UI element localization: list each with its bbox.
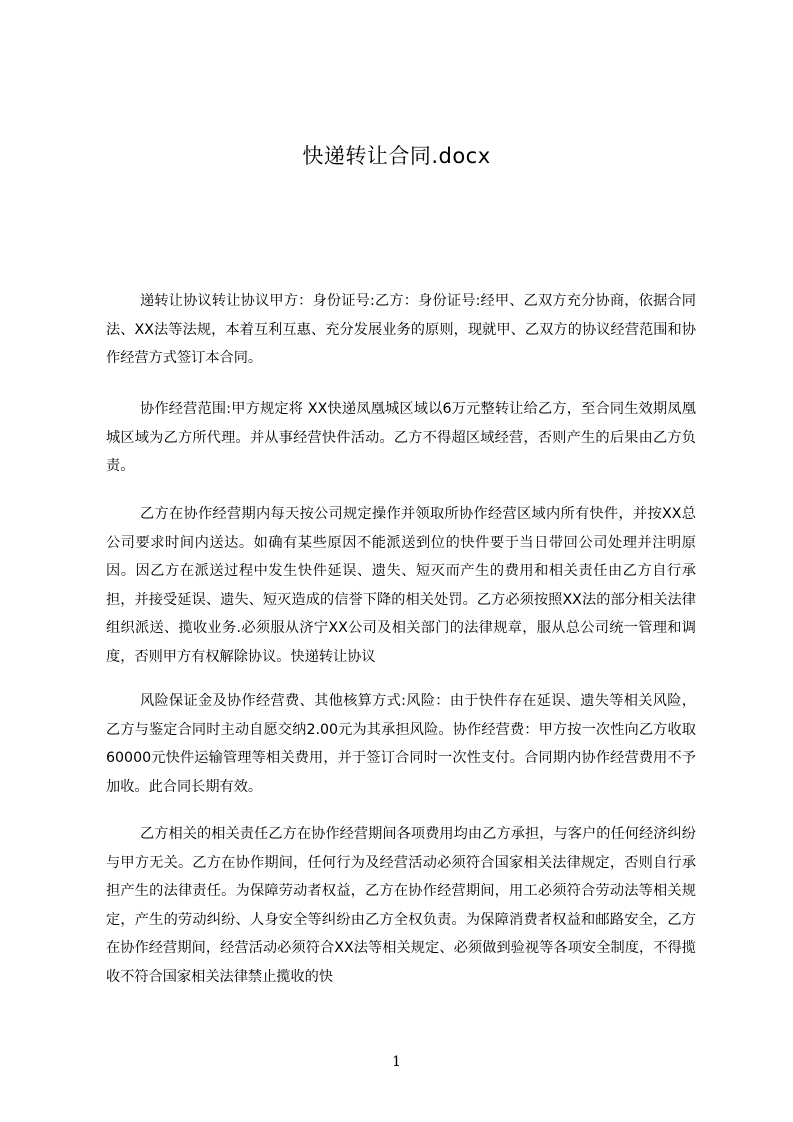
paragraph-parties: 递转让协议转让协议甲方：身份证号:乙方：身份证号:经甲、乙双方充分协商，依据合同法、XX法等法规，本着互利互惠、充分发展业务的原则，现就甲、乙双方的协议经营范围和协作经营方式签订本合同。 — [106, 293, 696, 366]
page-number: 1 — [392, 1054, 401, 1070]
paragraph-business-scope: 协作经营范围:甲方规定将 XX快递凤凰城区域以6万元整转让给乙方，至合同生效期凤凰城区域为乙方所代理。并从事经营快件活动。乙方不得超区域经营，否则产生的后果由乙方负责。 — [106, 401, 696, 474]
paragraph-delivery-operations: 乙方在协作经营期内每天按公司规定操作并领取所协作经营区域内所有快件，并按XX总公司要求时间内送达。如确有某些原因不能派送到位的快件要于当日带回公司处理并注明原因。因乙方在派送过程中发生快件延误、遗失、短灭而产生的费用和相关责任由乙方自行承担，并接受延误、遗失、短灭造成的信誉下降的相关处罚。乙方必须按照XX法的部分相关法律组织派送、揽收业务.必须服从济宁XX公司及相关部门的法律规章，服从总公司统一管理和调度，否则甲方有权解除协议。快递转让协议 — [106, 506, 696, 665]
document-title: 快递转让合同.docx — [302, 144, 491, 168]
paragraph-party-b-responsibilities: 乙方相关的相关责任乙方在协作经营期间各项费用均由乙方承担，与客户的任何经济纠纷与甲方无关。乙方在协作期间，任何行为及经营活动必须符合国家相关法律规定，否则自行承担产生的法律责任。为保障劳动者权益，乙方在协作经营期间，用工必须符合劳动法等相关规定，产生的劳动纠纷、人身安全等纠纷由乙方全权负责。为保障消费者权益和邮路安全，乙方在协作经营期间，经营活动必须符合XX法等相关规定、必须做到验视等各项安全制度，不得揽收不符合国家相关法律禁止揽收的快 — [106, 826, 696, 985]
paragraph-risk-deposit-fees: 风险保证金及协作经营费、其他核算方式:风险：由于快件存在延误、遗失等相关风险，乙方与鉴定合同时主动自愿交纳2.00元为其承担风险。协作经营费：甲方按一次性向乙方收取60000元快件运输管理等相关费用，并于签订合同时一次性支付。合同期内协作经营费用不予加收。此合同长期有效。 — [106, 693, 696, 795]
